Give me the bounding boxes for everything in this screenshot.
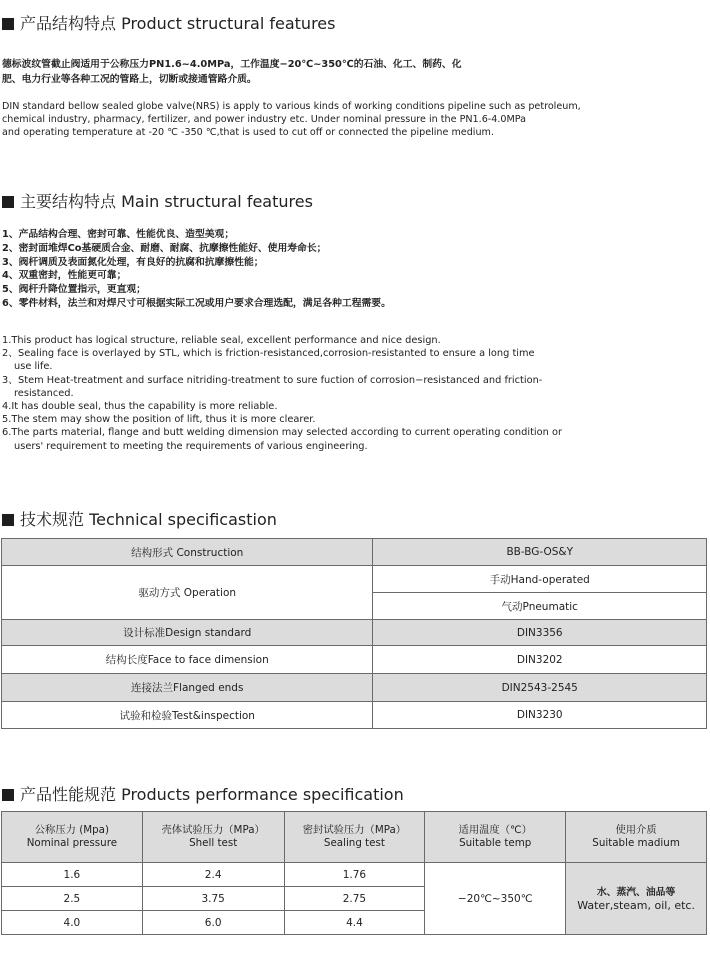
table-header-row [2, 812, 707, 863]
column-header: 公称压力 (Mpa) Nominal pressure [2, 812, 143, 863]
table-cell-value: DIN3356 [373, 620, 707, 646]
table-cell: 4.0 [2, 911, 143, 935]
list-item: 6、零件材料，法兰和对焊尺寸可根据实际工况或用户要求合理选配，满足各种工程需要。 [2, 297, 391, 309]
table-cell: 2.75 [284, 887, 425, 911]
list-item: 1、产品结构合理、密封可靠、性能优良、造型美观； [2, 229, 235, 240]
table-cell-label: 结构长度Face to face dimension [2, 646, 373, 674]
list-item: 2、密封面堆焊Co基硬质合金、耐磨、耐腐、抗摩擦性能好、使用寿命长； [2, 242, 327, 254]
table-cell-value: DIN3202 [373, 646, 707, 674]
list-item: 4.It has double seal, thus the capability is more reliable. [2, 401, 278, 413]
square-bullet-icon [2, 196, 14, 208]
table-cell: 2.4 [142, 863, 284, 887]
technical-spec-table [1, 538, 707, 729]
list-item: 4、双重密封，性能更可靠； [2, 270, 127, 282]
table-cell-label: 设计标准Design standard [2, 620, 373, 646]
section-title-performance: 产品性能规范 Products performance specification [2, 785, 404, 805]
table-cell-label: 连接法兰Flanged ends [2, 674, 373, 702]
column-header: 密封试验压力（MPa） Sealing test [284, 812, 425, 863]
section-title-technical: 技术规范 Technical specificastion [2, 510, 277, 530]
table-row [2, 646, 707, 674]
section-title-product-features: 产品结构特点 Product structural features [2, 14, 335, 34]
performance-spec-table [1, 811, 707, 935]
list-item: 5、阀杆升降位置指示，更直观； [2, 284, 146, 296]
table-cell-value: 手动Hand-operated [373, 566, 707, 593]
table-cell: 3.75 [142, 887, 284, 911]
list-item: 3、Stem Heat-treatment and surface nitriding-treatment to sure fuction of corrosion−resistanced and friction- [2, 374, 543, 386]
square-bullet-icon [2, 514, 14, 526]
column-header: 壳体试验压力（MPa） Shell test [142, 812, 284, 863]
table-row [2, 539, 707, 566]
table-cell: 1.6 [2, 863, 143, 887]
product-features-cn: 德标波纹管截止阀适用于公称压力PN1.6~4.0MPa，工作温度−20℃~350℃的石油、化工、制药、化 肥、电力行业等各种工况的管路上，切断或接通管路介质。 [2, 59, 462, 85]
table-row [2, 702, 707, 729]
table-cell: 1.76 [284, 863, 425, 887]
table-row [2, 620, 707, 646]
table-cell-value: DIN3230 [373, 702, 707, 729]
table-row [2, 863, 707, 887]
list-item: 1.This product has logical structure, reliable seal, excellent performance and nice design. [2, 335, 441, 346]
main-features-en-list [2, 334, 562, 453]
column-header: 使用介质 Suitable madium [566, 812, 707, 863]
square-bullet-icon [2, 789, 14, 801]
list-item: use life. [14, 361, 53, 373]
table-cell: 6.0 [142, 911, 284, 935]
table-cell-label: 结构形式 Construction [2, 539, 373, 566]
table-cell: 2.5 [2, 887, 143, 911]
column-header: 适用温度（℃） Suitable temp [425, 812, 566, 863]
temperature-cell: −20℃~350℃ [425, 863, 566, 935]
table-row [2, 566, 707, 593]
table-row [2, 674, 707, 702]
table-cell-value: BB-BG-OS&Y [373, 539, 707, 566]
medium-cell: 水、蒸汽、油品等 Water,steam, oil, etc. [566, 863, 707, 935]
list-item: 3、阀杆调质及表面氮化处理，有良好的抗腐和抗摩擦性能； [2, 256, 264, 268]
table-cell-value: 气动Pneumatic [373, 593, 707, 620]
product-features-en: DIN standard bellow sealed globe valve(NRS) is apply to various kinds of working conditions pipeline such as petroleum, chemical industry, pharmacy, fertilizer, and power industry etc. Under nominal pressure in the PN1.6-4.0MPa and operating temperature at -20 ℃ -350 ℃,that is used to cut off or connected the pipeline medium. [2, 101, 581, 138]
list-item: users' requirement to meeting the requirements of various engineering. [14, 440, 368, 452]
section-title-main-features: 主要结构特点 Main structural features [2, 192, 313, 212]
table-cell-value: DIN2543-2545 [373, 674, 707, 702]
table-cell-label: 驱动方式 Operation [2, 566, 373, 620]
square-bullet-icon [2, 18, 14, 30]
list-item: 5.The stem may show the position of lift, thus it is more clearer. [2, 414, 316, 426]
list-item: 2、Sealing face is overlayed by STL, which is friction-resistanced,corrosion-resistanted to ensure a long time [2, 348, 535, 360]
main-features-cn-list [2, 228, 391, 311]
list-item: 6.The parts material, flange and butt welding dimension may selected according to current operating condition or [2, 427, 562, 439]
table-cell: 4.4 [284, 911, 425, 935]
table-cell-label: 试验和检验Test&inspection [2, 702, 373, 729]
list-item: resistanced. [14, 387, 74, 399]
